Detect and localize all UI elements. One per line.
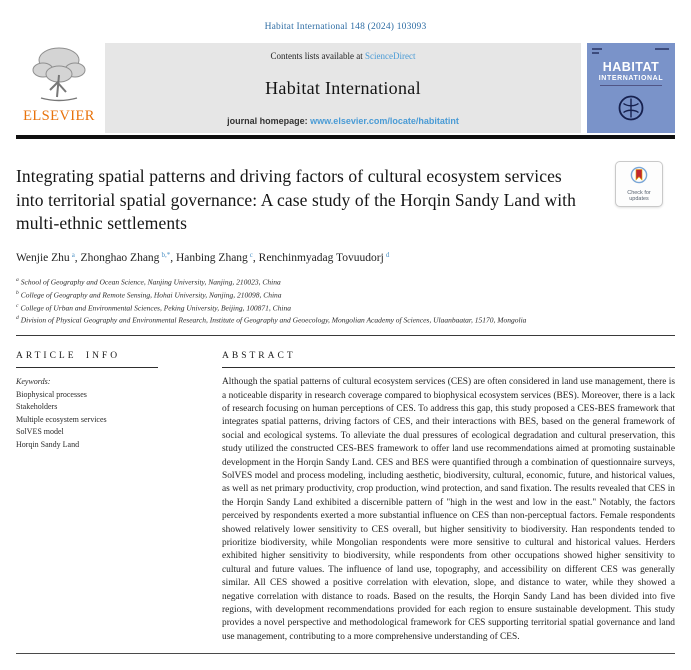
journal-title: Habitat International [265,78,421,98]
affiliation: $^c$ College of Urban and Environmental Sciences, Peking University, Beijing, 100871, China [16,302,291,313]
author: Renchinmyadag Tovuudorj $^d$ [258,250,390,265]
author-affiliation-sup: c [249,250,253,259]
abstract-column [222,351,675,644]
homepage-label: journal homepage: [227,116,311,126]
elsevier-logo[interactable] [16,43,102,133]
journal-homepage-link[interactable]: www.elsevier.com/locate/habitatint [310,116,459,126]
title-block [16,165,675,236]
journal-banner [16,43,675,133]
elsevier-wordmark: ELSEVIER [23,108,95,124]
check-badge-label: Check for updates [627,190,651,203]
keyword: Horqin Sandy Land [16,439,80,449]
author: Wenjie Zhu $^a$, [16,250,81,265]
author: Hanbing Zhang $^c$, [175,250,259,265]
journal-citation: Habitat International 148 (2024) 103093 [264,22,427,32]
article-title: Integrating spatial patterns and driving factors of cultural ecosystem services into territorial spatial governance: A case study of the Horqin Sandy Land with multi-ethnic settlements [16,166,576,233]
author-affiliation-sup: a [71,250,75,259]
page-bottom-rule [16,653,675,654]
article-info-heading: ARTICLE INFO [16,351,121,362]
abstract-rule [222,367,675,368]
journal-emblem-icon [617,94,645,122]
elsevier-tree-icon [30,45,88,107]
abstract-text: Although the spatial patterns of cultural ecosystem services (CES) are often considered in land use management, there is a noticeable disparity in research coverage compared to biophysical ecosystem services (BES). Moreover, there is a lack of research focusing on human perceptions of CES. To address this gap, this study proposed a CES-BES framework that integrates spatial patterns, driving factors of CES, and their interactions with BES, based on the general framework of social and ecological systems. To alleviate the dual pressures of ecological degradation and cultural preservation, this study utilized the constructed CES-BES framework to offer land use recommendations aimed at promoting sustainable development in the Horqin Sandy Land. CES and BES were quantified through a combination of questionnaire surveys, SolVES model and process modeling, including aesthetic, biodiversity, cultural, economic, future, and historical values, as well as net primary productivity, crop production, wind protection, and sand fixation. The results revealed that CES in the Horqin Sandy Land exhibited a discernible pattern of "high in the west and low in the east." Notably, the factors perceived by respondents exerted a more substantial influence on CES than non-perceptual factors. Female respondents showed relatively lower sensitivity to CES overall, but higher sensitivity to biodiversity. Han respondents tended to prioritize biodiversity, while Mongolian respondents were more sensitive to cultural and historical values. Herders exhibited higher sensitivity to biodiversity, while respondents from other occupations showed higher sensitivity to cultural and future values. The influence of land use, topography, and accessibility on different CES was generally similar. All CES showed a positive correlation with elevation, slope, and distance to water, while they showed a negative correlation with distance to roads. Based on the results, the Horqin Sandy Land has been divided into five regions, with development recommendations provided for each region to ensure sustainable development. This study provides a novel perspective and methodological framework for CES supporting territorial spatial governance and land use management, contributing to a more comprehensive understanding of CES. [222,377,675,642]
homepage-line [111,116,575,126]
cover-subtitle: INTERNATIONAL [598,75,664,82]
affiliation: $^d$ Division of Physical Geography and Environmental Research, Institute of Geography and Geoecology, Mongolian Academy of Sciences, Ulaanbaatar, 15170, Mongolia [16,315,527,325]
author-list [16,251,675,265]
cover-fine-print [592,52,599,54]
affiliation: $^a$ School of Geography and Ocean Science, Nanjing University, Nanjing, 210023, China [16,277,281,287]
contents-text: Contents lists available at [270,51,365,61]
info-abstract-columns [16,351,675,644]
keyword: Stakeholders [16,402,58,412]
keyword: SolVES model [16,427,64,437]
cover-title: HABITAT [602,60,660,74]
journal-cover-thumbnail[interactable] [587,43,675,133]
abstract-heading: ABSTRACT [222,351,296,362]
banner-bottom-rule [16,135,675,139]
cover-divider [600,85,662,86]
article-info-rule [16,367,158,368]
keywords-label: Keywords: [16,377,51,387]
article-info-column [16,351,158,644]
contents-line [111,51,575,61]
affiliation: $^b$ College of Geography and Remote Sensing, Hohai University, Nanjing, 210098, China [16,290,282,300]
author-affiliation-sup: d [385,250,390,259]
sciencedirect-link[interactable]: ScienceDirect [365,51,416,61]
crossmark-bookmark-icon [630,166,648,184]
keyword: Biophysical processes [16,389,87,399]
affiliation-list [16,275,675,326]
cover-fine-print [655,48,669,50]
author-affiliation-sup: b,* [161,250,171,259]
author: Zhonghao Zhang $^{b,*}$, [80,250,176,265]
section-divider [16,335,675,336]
check-for-updates-badge[interactable] [615,161,663,207]
cover-fine-print [592,48,602,50]
keyword: Multiple ecosystem services [16,414,107,424]
journal-header-box [105,43,581,133]
